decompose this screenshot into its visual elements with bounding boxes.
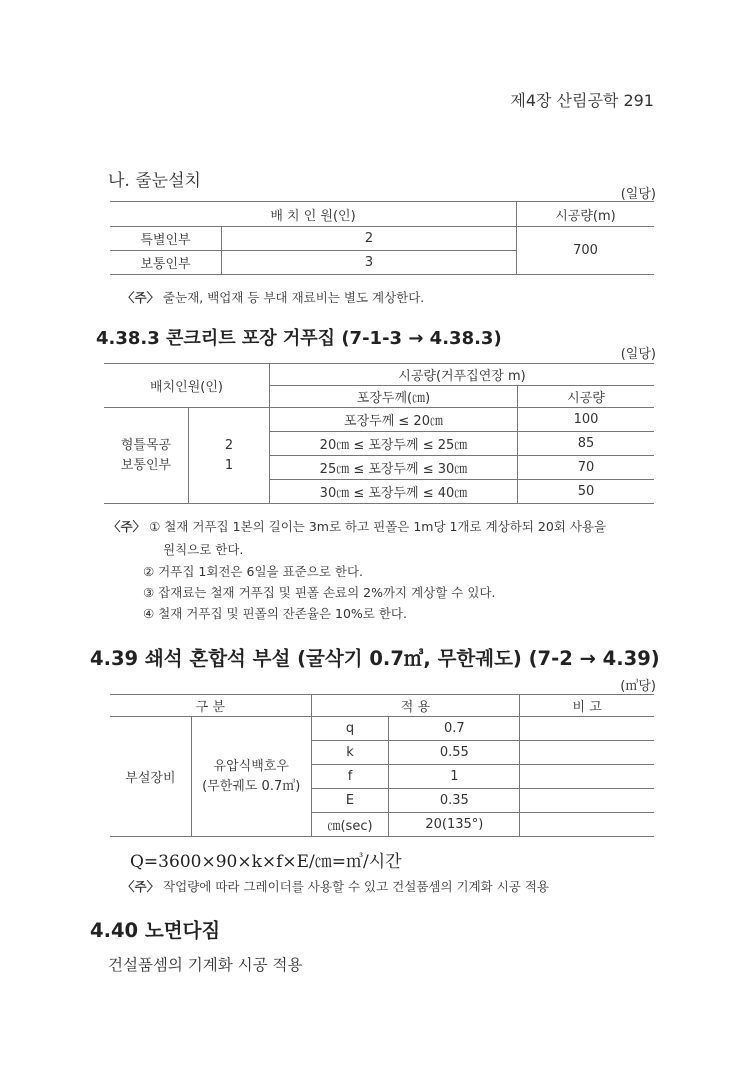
note-tag: 〈주〉 (122, 879, 160, 894)
page-header: 제4장 산림공학 291 (510, 91, 654, 110)
table-header: 시공량 (518, 386, 655, 408)
table-cell: 포장두께 ≤ 20㎝ (270, 408, 518, 432)
table-cell: 0.55 (389, 741, 520, 765)
table-cell: q (311, 717, 389, 741)
table-cell: k (311, 741, 389, 765)
table-cell: 1 (389, 765, 520, 789)
table-cell: 특별인부 (110, 227, 222, 251)
table-cell: 100 (518, 408, 655, 432)
table-cell: 2 (222, 227, 517, 251)
table-header: 구 분 (110, 695, 311, 717)
table-cell: 50 (518, 480, 655, 504)
table-cell (520, 741, 654, 765)
section-title-439: 4.39 쇄석 혼합석 부설 (굴삭기 0.7㎥, 무한궤도) (7-2 → 4.39) (90, 647, 660, 670)
unit-label: (일당) (620, 187, 656, 202)
formula: Q=3600×90×k×f×E/㎝=㎥/시간 (130, 852, 402, 872)
table-cell (520, 789, 654, 813)
note-text: 작업량에 따라 그레이더를 사용할 수 있고 건설품셈의 기계화 시공 적용 (159, 879, 549, 894)
note-item: ② 거푸집 1회전은 6일을 표준으로 한다. (143, 564, 364, 579)
unit-label: (일당) (620, 347, 656, 362)
table-cell: 20㎝ ≤ 포장두께 ≤ 25㎝ (270, 432, 518, 456)
body-text: 건설품셈의 기계화 시공 적용 (108, 956, 303, 974)
table-cell (520, 813, 654, 837)
table-header: 포장두께(㎝) (270, 386, 518, 408)
table-cell: 0.35 (389, 789, 520, 813)
note-text: 줄눈재, 백업재 등 부대 재료비는 별도 계상한다. (159, 290, 425, 305)
note-item: ① 철재 거푸집 1본의 길이는 3m로 하고 핀폴은 1m당 1개로 계상하되 20회 사용을 (149, 519, 607, 534)
table-cell: E (311, 789, 389, 813)
note (108, 517, 606, 535)
note-item: ④ 철재 거푸집 및 핀폴의 잔존율은 10%로 한다. (143, 606, 407, 621)
table-cell: f (311, 765, 389, 789)
table-cell (520, 765, 654, 789)
table-cell: 700 (517, 227, 655, 275)
note-tag: 〈주〉 (108, 519, 146, 534)
section-title-4383: 4.38.3 콘크리트 포장 거푸집 (7-1-3 → 4.38.3) (96, 328, 502, 349)
table-cell: 85 (518, 432, 655, 456)
table-cell: 3 (222, 251, 517, 275)
note (122, 877, 549, 895)
table-header: 비 고 (520, 695, 654, 717)
table-header: 시공량(거푸집연장 m) (270, 364, 655, 386)
table-cell: 0.7 (389, 717, 520, 741)
table-cell: 부설장비 (110, 717, 191, 837)
table-gravel (110, 694, 654, 837)
table-cell: 25㎝ ≤ 포장두께 ≤ 30㎝ (270, 456, 518, 480)
table-header: 시공량(m) (517, 202, 655, 227)
table-joint (110, 201, 654, 275)
table-header: 배 치 인 원(인) (110, 202, 517, 227)
table-cell: ㎝(sec) (311, 813, 389, 837)
table-cell: 형틀목공 보통인부 (104, 408, 189, 504)
table-cell: 30㎝ ≤ 포장두께 ≤ 40㎝ (270, 480, 518, 504)
note (122, 288, 424, 306)
table-formwork (104, 363, 654, 504)
unit-label: (㎥당) (620, 679, 656, 694)
note-tag: 〈주〉 (122, 290, 160, 305)
table-header: 적 용 (311, 695, 520, 717)
note-item: ③ 잡재료는 철재 거푸집 및 핀폴 손료의 2%까지 계상할 수 있다. (143, 585, 496, 600)
table-cell: 보통인부 (110, 251, 222, 275)
section-title-na: 나. 줄눈설치 (108, 171, 201, 191)
section-title-440: 4.40 노면다짐 (90, 919, 221, 942)
table-cell: 70 (518, 456, 655, 480)
table-cell: 20(135°) (389, 813, 520, 837)
table-cell (520, 717, 654, 741)
table-cell: 유압식백호우 (무한궤도 0.7㎥) (191, 717, 311, 837)
table-header: 배치인원(인) (104, 364, 270, 408)
note-item: 원칙으로 한다. (163, 542, 244, 557)
table-cell: 2 1 (189, 408, 270, 504)
